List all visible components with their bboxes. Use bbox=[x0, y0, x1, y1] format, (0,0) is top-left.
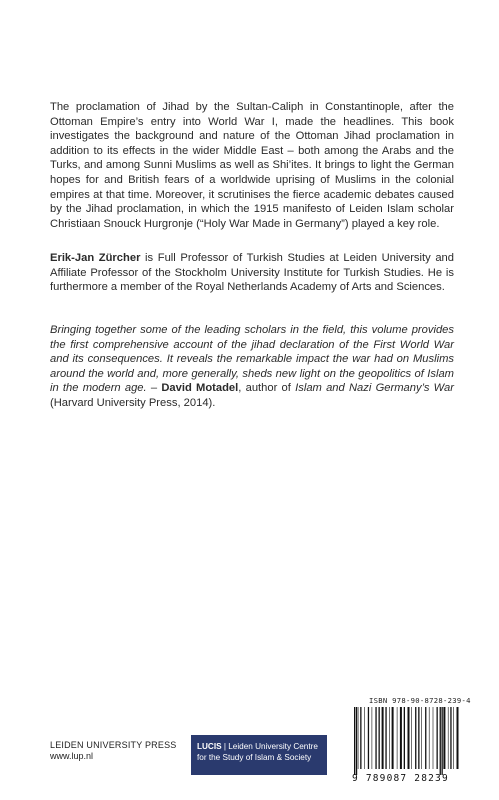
review-quote bbox=[50, 323, 454, 411]
reviewer-name: David Motadel bbox=[161, 382, 239, 395]
lucis-line-1 bbox=[197, 741, 321, 752]
barcode-bar bbox=[375, 707, 376, 769]
reviewer-credit-suffix: (Harvard University Press, 2014). bbox=[50, 396, 216, 409]
barcode-bar bbox=[408, 707, 410, 769]
barcode-bar bbox=[425, 707, 426, 769]
publisher-url: www.lup.nl bbox=[50, 751, 94, 761]
barcode-bar bbox=[437, 707, 438, 769]
barcode-bar bbox=[368, 707, 369, 769]
barcode-bar bbox=[404, 707, 405, 769]
barcode-bar bbox=[400, 707, 402, 769]
barcode-bar bbox=[397, 707, 398, 769]
barcode-bar bbox=[429, 707, 430, 769]
barcode-bar bbox=[418, 707, 419, 769]
barcode-bar bbox=[364, 707, 365, 769]
book-description: The proclamation of Jihad by the Sultan-Caliph in Constantinople, after the Ottoman Empire’s entry into World War I, made the headlines. This book investigates the background and nature of the Ottoman Jihad proclamation in addition to its effects in the wider Middle East – both among the Arabs and the Turks, and among Sunni Muslims as well as Shi’ites. It brings to light the German hopes for and British fears of a worldwide uprising of Muslims in the colonial empires at that time. Moreover, it scrutinises the fierce academic debates caused by the Jihad proclamation, in which the 1915 manifesto of Leiden Islam scholar Christiaan Snouck Hurgronje (“Holy War Made in Germany”) played a key role. bbox=[50, 101, 454, 230]
review-dash: – bbox=[146, 382, 162, 395]
reviewer-credit-prefix: , author of bbox=[238, 382, 296, 395]
isbn-barcode bbox=[352, 707, 460, 775]
barcode-bar bbox=[392, 707, 394, 769]
barcode-bar bbox=[415, 707, 416, 769]
lucis-logo-box bbox=[191, 735, 327, 775]
barcode-bar bbox=[433, 707, 434, 769]
barcode-bar bbox=[354, 707, 355, 775]
barcode-bar bbox=[379, 707, 380, 769]
barcode-bar bbox=[358, 707, 359, 769]
barcode-bar bbox=[442, 707, 443, 775]
barcode-bar bbox=[372, 707, 373, 769]
lucis-line-2: for the Study of Islam & Society bbox=[197, 753, 312, 762]
reviewer-book-title: Islam and Nazi Germany’s War bbox=[295, 382, 454, 395]
barcode-bar bbox=[440, 707, 441, 775]
barcode-bar bbox=[443, 707, 445, 769]
barcode-bar bbox=[457, 707, 459, 769]
barcode-bar bbox=[453, 707, 454, 769]
author-bio-text: is Full Professor of Turkish Studies at Leiden University and Affiliate Professor of the Stockholm University Institute for Turkish Studies. He is furthermore a member of the Royal Netherlands Academy of Arts and Sciences. bbox=[50, 252, 454, 294]
publisher-imprint bbox=[50, 740, 176, 762]
author-bio bbox=[50, 251, 454, 295]
publisher-name: LEIDEN UNIVERSITY PRESS bbox=[50, 740, 177, 750]
barcode-bar bbox=[360, 707, 361, 769]
barcode-bar bbox=[421, 707, 422, 769]
barcode-bar bbox=[450, 707, 451, 769]
isbn-label: ISBN 978-90-8728-239-4 bbox=[369, 696, 471, 705]
lucis-name: LUCIS bbox=[197, 742, 222, 751]
barcode-bar bbox=[382, 707, 384, 769]
barcode-bar bbox=[389, 707, 390, 769]
barcode-bar bbox=[356, 707, 357, 775]
barcode-bar bbox=[385, 707, 386, 769]
review-quote-text: Bringing together some of the leading scholars in the field, this volume provides the first comprehensive account of the jihad declaration of the First World War and its consequences. It reveals the remarkable impact the war had on Muslims around the world and, more generally, sheds new light on the geopolitics of Islam in the modern age. bbox=[50, 324, 454, 395]
barcode-bar bbox=[411, 707, 412, 769]
lucis-line-1-rest: Leiden University Centre bbox=[228, 742, 318, 751]
lucis-separator: | bbox=[221, 742, 229, 751]
author-name: Erik-Jan Zürcher bbox=[50, 252, 141, 264]
barcode-bar bbox=[448, 707, 449, 769]
barcode-digits: 9 789087 28239 bbox=[352, 773, 449, 784]
